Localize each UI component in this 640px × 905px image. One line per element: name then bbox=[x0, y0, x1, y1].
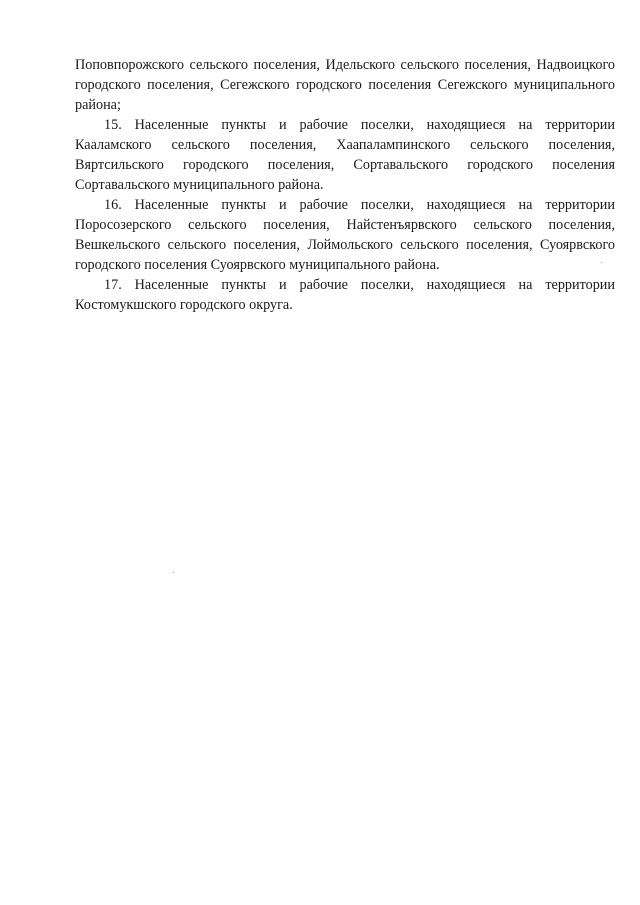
scan-speck bbox=[173, 572, 174, 573]
paragraph-item-16: 16. Населенные пункты и рабочие поселки, находящиеся на территории Поросозерского сельского поселения, Найстенъярвского сельского поселения, Вешкельского сельского поселения, Лоймольского сельского поселения, Суоярвского городского поселения Суоярвского муниципального района. bbox=[75, 197, 615, 273]
paragraph-item-17: 17. Населенные пункты и рабочие поселки, находящиеся на территории Костомукшского городского округа. bbox=[75, 277, 615, 313]
paragraph-item-15: 15. Населенные пункты и рабочие поселки, находящиеся на территории Кааламского сельского поселения, Хаапалампинского сельского поселения, Вяртсильского городского поселения, Сортавальского городского поселения Сортавальского муниципального района. bbox=[75, 117, 615, 193]
scan-speck bbox=[601, 262, 602, 263]
document-body bbox=[75, 55, 615, 315]
paragraph-continuation: Поповпорожского сельского поселения, Идельского сельского поселения, Надвоицкого городского поселения, Сегежского городского поселения Сегежского муниципального района; bbox=[75, 57, 615, 113]
